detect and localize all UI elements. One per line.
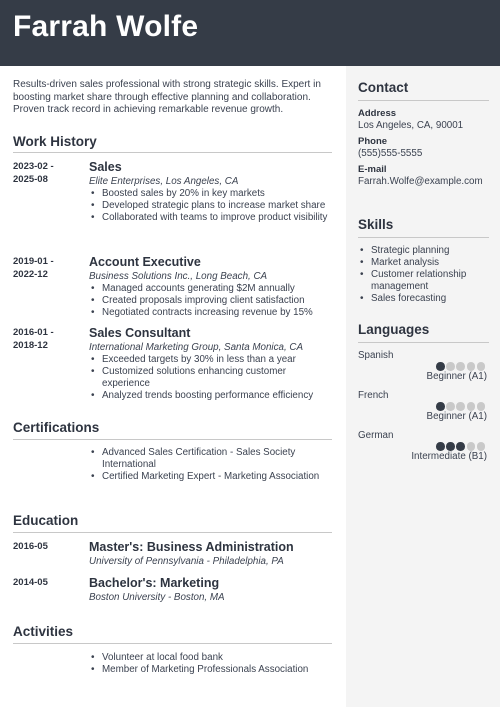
work-dates [13,327,79,352]
company: International Marketing Group, Santa Monica, CA [89,342,304,353]
certifications-list [89,447,335,483]
main-column [0,66,346,707]
rating-dot-empty [477,362,486,371]
section-divider [13,532,332,533]
candidate-name: Farrah Wolfe [13,10,199,43]
section-divider [358,342,489,343]
language-level: Intermediate (B1) [411,451,487,462]
date-end: 2025-08 [13,173,48,185]
language-name: French [358,390,389,401]
rating-dot-filled [436,402,445,411]
section-divider [358,100,489,101]
email-value: Farrah.Wolfe@example.com [358,176,483,187]
section-divider [358,237,489,238]
activity-item: • Volunteer at local food bank [89,652,335,664]
graduation-date: 2016-05 [13,541,48,552]
skill-item: • Sales forecasting [358,293,493,305]
language-level: Beginner (A1) [426,411,487,422]
graduation-date: 2014-05 [13,577,48,588]
rating-dot-empty [467,362,476,371]
work-dates [13,256,79,281]
section-title-languages: Languages [358,322,430,337]
activities-list [89,652,335,676]
rating-dot-filled [456,442,465,451]
rating-dot-filled [436,362,445,371]
date-start: 2019-01 - [13,256,54,267]
work-dates [13,161,79,186]
bullet-item: • Analyzed trends boosting performance efficiency [89,390,335,402]
rating-dot-empty [456,402,465,411]
sidebar [346,66,500,707]
bullet-item: • Managed accounts generating $2M annually [89,283,335,295]
section-divider [13,152,332,153]
section-title-education: Education [13,513,79,528]
rating-dot-empty [477,402,486,411]
section-title-skills: Skills [358,217,394,232]
section-title-work-history: Work History [13,134,97,149]
skill-item: • Market analysis [358,257,493,269]
rating-dot-empty [446,402,455,411]
bullet-item: • Exceeded targets by 30% in less than a year [89,354,335,366]
email-label: E-mail [358,164,387,175]
language-rating [436,402,486,411]
language-level: Beginner (A1) [426,371,487,382]
school: Boston University - Boston, MA [89,592,225,603]
rating-dot-filled [446,442,455,451]
job-title: Sales Consultant [89,326,191,340]
certification-item: • Certified Marketing Expert - Marketing Association [89,471,335,483]
rating-dot-filled [436,442,445,451]
bullet-item: • Negotiated contracts increasing revenue by 15% [89,307,335,319]
bullet-item: • Customized solutions enhancing customer experience [89,366,335,390]
skill-item: • Strategic planning [358,245,493,257]
phone-label: Phone [358,136,388,147]
professional-summary: Results-driven sales professional with strong strategic skills. Expert in boosting market share through effective planning and collaboration. Proven track record in achieving remarkable revenue growth. [13,79,321,115]
skills-list [358,245,493,305]
rating-dot-empty [467,402,476,411]
job-bullets [89,354,335,402]
degree: Master's: Business Administration [89,540,294,554]
address-value: Los Angeles, CA, 90001 [358,120,464,131]
job-title: Sales [89,160,122,174]
section-title-activities: Activities [13,624,74,639]
certification-item: • Advanced Sales Certification - Sales Society International [89,447,335,471]
company: Business Solutions Inc., Long Beach, CA [89,271,268,282]
address-label: Address [358,108,397,119]
rating-dot-empty [446,362,455,371]
activity-item: • Member of Marketing Professionals Association [89,664,335,676]
bullet-item: • Collaborated with teams to improve product visibility [89,212,335,224]
job-bullets [89,188,335,224]
bullet-item: • Developed strategic plans to increase market share [89,200,335,212]
date-start: 2016-01 - [13,327,54,338]
job-bullets [89,283,335,319]
phone-value: (555)555-5555 [358,148,423,159]
section-title-contact: Contact [358,80,409,95]
section-title-certifications: Certifications [13,420,100,435]
section-divider [13,643,332,644]
section-divider [13,439,332,440]
date-start: 2023-02 - [13,161,54,172]
resume-header [0,0,500,66]
rating-dot-empty [477,442,486,451]
rating-dot-empty [456,362,465,371]
date-end: 2018-12 [13,339,48,351]
bullet-item: • Boosted sales by 20% in key markets [89,188,335,200]
degree: Bachelor's: Marketing [89,576,220,590]
school: University of Pennsylvania - Philadelphia, PA [89,556,284,567]
language-rating [436,442,486,451]
language-name: Spanish [358,350,394,361]
skill-item: • Customer relationship management [358,269,493,293]
company: Elite Enterprises, Los Angeles, CA [89,176,239,187]
job-title: Account Executive [89,255,201,269]
bullet-item: • Created proposals improving client satisfaction [89,295,335,307]
language-name: German [358,430,394,441]
language-rating [436,362,486,371]
date-end: 2022-12 [13,268,48,280]
rating-dot-empty [467,442,476,451]
